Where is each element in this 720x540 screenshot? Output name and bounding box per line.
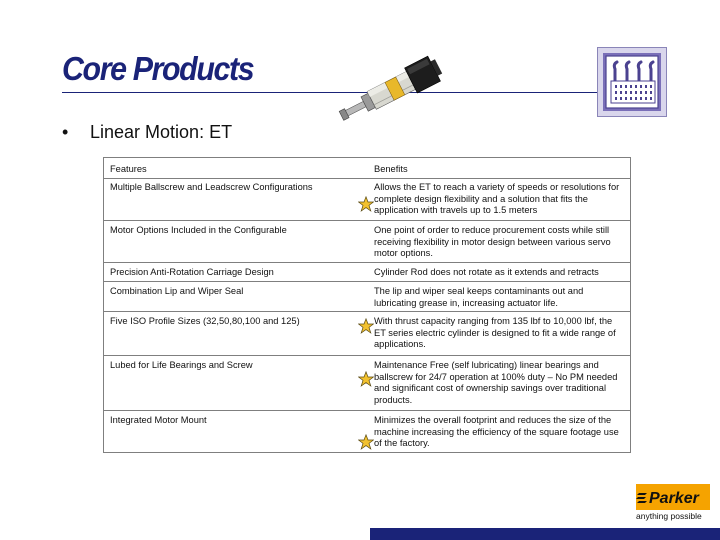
feature-cell: Motor Options Included in the Configurable bbox=[110, 225, 287, 235]
title-underline bbox=[62, 92, 602, 93]
header-benefits: Benefits bbox=[374, 164, 408, 174]
benefit-cell: One point of order to reduce procurement costs while still receiving flexibility in motor design between various servo motor options. bbox=[374, 225, 611, 258]
table-divider bbox=[104, 178, 630, 179]
product-image-actuator bbox=[335, 50, 445, 130]
table-divider bbox=[104, 220, 630, 221]
parker-wordmark: Parker bbox=[649, 490, 699, 507]
header-features: Features bbox=[110, 164, 147, 174]
star-icon bbox=[358, 371, 374, 387]
benefit-cell: With thrust capacity ranging from 135 lbf to 10,000 lbf, the ET series electric cylinder is designed to fit a wide range of applications. bbox=[374, 316, 616, 349]
star-icon bbox=[358, 318, 374, 334]
feature-cell: Combination Lip and Wiper Seal bbox=[110, 286, 244, 296]
footer-bar bbox=[370, 528, 720, 540]
benefit-cell: Allows the ET to reach a variety of speeds or resolutions for complete design flexibility and a solution that fits the application with travels up to 1.5 meters bbox=[374, 182, 620, 215]
bullet-text: Linear Motion: ET bbox=[90, 122, 233, 142]
bullet-marker: • bbox=[62, 122, 69, 142]
bullet-item bbox=[62, 122, 232, 143]
factory-icon bbox=[597, 47, 667, 117]
benefit-cell: Minimizes the overall footprint and reduces the size of the machine increasing the efficiency of the square footage use of the factory. bbox=[374, 415, 619, 448]
feature-cell: Lubed for Life Bearings and Screw bbox=[110, 360, 253, 370]
benefit-cell: The lip and wiper seal keeps contaminants out and lubricating grease in, increasing actuator life. bbox=[374, 286, 584, 308]
benefit-cell: Cylinder Rod does not rotate as it extends and retracts bbox=[374, 267, 599, 277]
feature-cell: Integrated Motor Mount bbox=[110, 415, 207, 425]
table-divider bbox=[104, 262, 630, 263]
tagline: anything possible bbox=[636, 511, 702, 521]
feature-cell: Precision Anti-Rotation Carriage Design bbox=[110, 267, 274, 277]
table-divider bbox=[104, 410, 630, 411]
features-benefits-table bbox=[103, 157, 631, 453]
table-divider bbox=[104, 281, 630, 282]
star-icon bbox=[358, 196, 374, 212]
slide-title: Core Products bbox=[62, 50, 254, 87]
parker-logo bbox=[636, 484, 710, 510]
benefit-cell: Maintenance Free (self lubricating) linear bearings and ballscrew for 24/7 operation at 100% duty – No PM needed and significant cost of ownership savings over traditional products. bbox=[374, 360, 618, 405]
table-divider bbox=[104, 355, 630, 356]
feature-cell: Multiple Ballscrew and Leadscrew Configurations bbox=[110, 182, 313, 192]
star-icon bbox=[358, 434, 374, 450]
table-divider bbox=[104, 311, 630, 312]
feature-cell: Five ISO Profile Sizes (32,50,80,100 and 125) bbox=[110, 316, 300, 326]
